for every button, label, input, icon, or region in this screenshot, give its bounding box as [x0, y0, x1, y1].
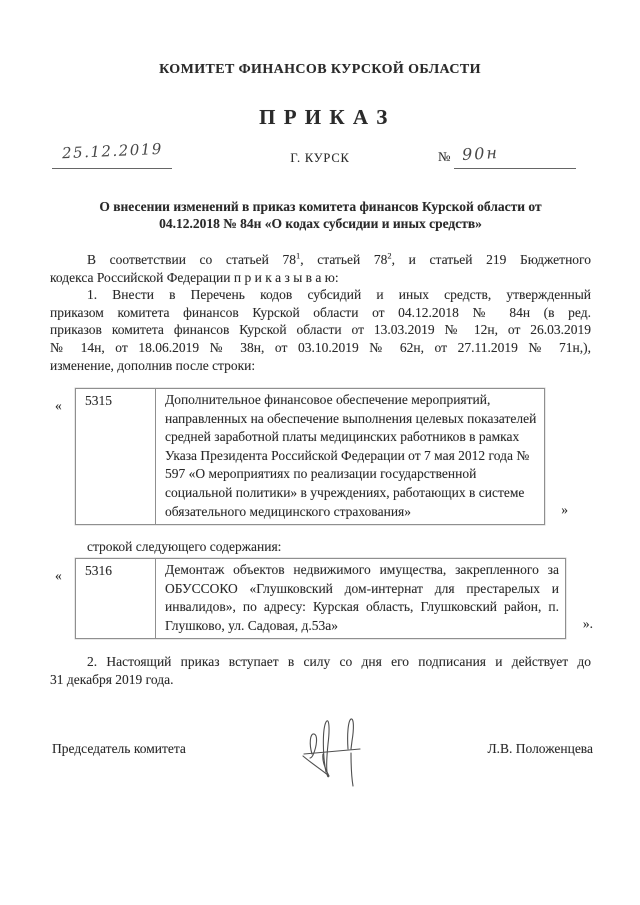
inserted-row-table-5316 — [55, 558, 593, 639]
open-quote-mark: « — [55, 398, 62, 413]
text-segment: , и статьей 219 Бюджетного — [391, 252, 591, 267]
subject-line: 04.12.2018 № 84н «О кодах субсидии и иных средств» — [159, 216, 482, 231]
date-handwritten: 25.12.2019 — [61, 139, 163, 163]
number-field — [438, 144, 576, 170]
org-name: КОМИТЕТ ФИНАНСОВ КУРСКОЙ ОБЛАСТИ — [159, 62, 481, 77]
text-segment: В соответствии со статьей 78 — [87, 252, 297, 267]
paragraph-preamble — [50, 251, 591, 286]
paragraph-item2 — [50, 653, 591, 688]
text-segment: 2. Настоящий приказ вступает в силу со дня его подписания и действует до — [87, 654, 591, 669]
subject-line: О внесении изменений в приказ комитета финансов Курской области от — [99, 199, 542, 214]
body-text — [50, 251, 591, 374]
doc-type-title: П Р И К А З — [259, 105, 389, 129]
text-line — [50, 286, 591, 304]
text-line: 31 декабря 2019 года. — [50, 671, 174, 687]
description-cell: Дополнительное финансовое обеспечение мероприятий, направленных на обеспечение выполнения целевых показателей средней заработной платы медицинских работников в рамках Указа Президента Российской Федерации от 7 мая 2012 года № 597 «О мероприятиях по реализации государственной социальной политики» в учреждениях, работающих в системе обязательного медицинского страхования» — [165, 392, 537, 519]
code-cell: 5316 — [76, 559, 156, 638]
close-quote-mark: ». — [582, 616, 593, 632]
paragraph-item1 — [50, 286, 591, 374]
text-line — [50, 251, 591, 269]
text-line: изменение, дополнив после строки: — [50, 357, 256, 373]
open-quote-mark: « — [55, 568, 62, 583]
order-subject — [50, 198, 591, 232]
text-line: приказом комитета финансов Курской области от 04.12.2018 № 84н (в ред. — [50, 304, 591, 320]
superscript: 2 — [387, 250, 392, 261]
superscript: 1 — [296, 250, 301, 261]
signatory-position: Председатель комитета — [52, 741, 186, 756]
signatory-name: Л.В. Положенцева — [487, 741, 593, 756]
text-line: кодекса Российской Федерации п р и к а з ы в а ю: — [50, 269, 339, 285]
description-cell: Демонтаж объектов недвижимого имущества, закрепленного за ОБУССОКО «Глушковский дом-интернат для престарелых и инвалидов», по адресу: Курская область, Глушковский район, п. Глушково, ул. Садовая, д.53а» — [165, 562, 559, 633]
text-line — [50, 653, 591, 671]
code-cell: 5315 — [76, 389, 156, 524]
text-segment: 1. Внести в Перечень кодов субсидий и иных средств, утвержденный — [87, 287, 591, 303]
city-label: Г. КУРСК — [290, 151, 350, 165]
number-line — [454, 144, 576, 169]
text-line: приказов комитета финансов Курской области от 13.03.2019 № 12н, от 26.03.2019 — [50, 322, 591, 338]
number-sign: № — [438, 149, 451, 164]
close-quote-mark: » — [561, 502, 568, 518]
text-segment: , статьей 78 — [300, 252, 388, 267]
inserted-row-table-5315 — [55, 388, 568, 525]
text-segment: строкой следующего содержания: — [87, 539, 282, 554]
between-tables-text — [50, 539, 281, 555]
signature-scribble-icon — [296, 708, 372, 800]
text-line: № 14н, от 18.06.2019 № 38н, от 03.10.2019 № 62н, от 27.11.2019 № 71н,), — [50, 339, 591, 355]
number-handwritten: 90н — [461, 143, 500, 164]
